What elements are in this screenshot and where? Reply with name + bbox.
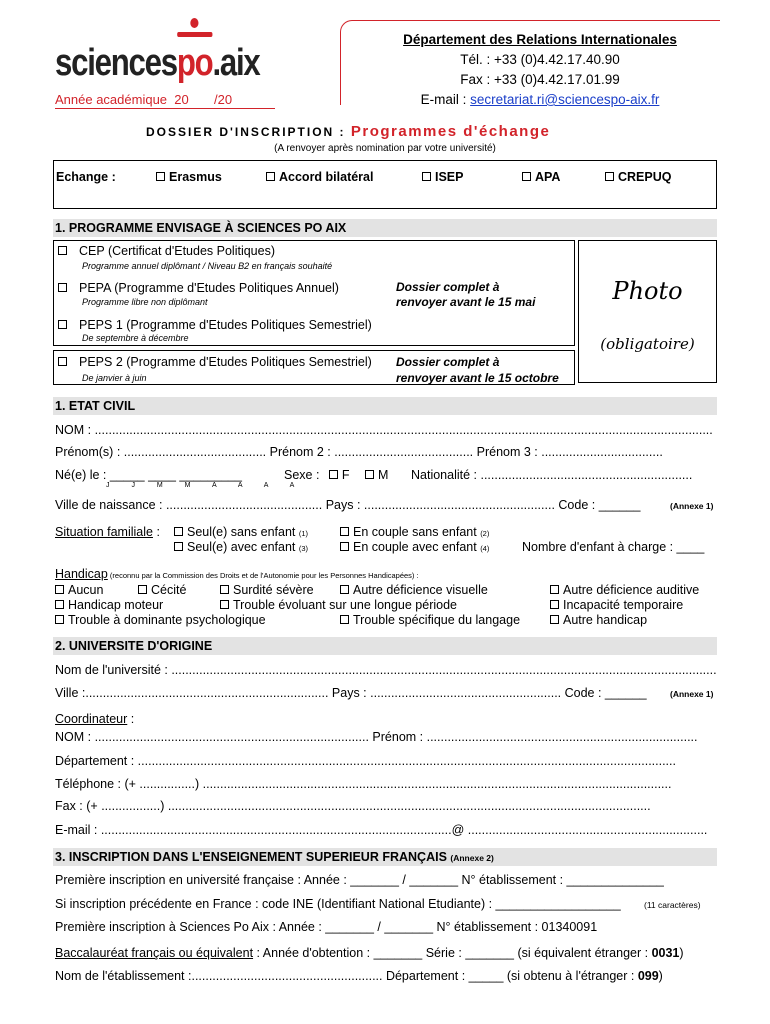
logo-aix-text: .aix	[212, 42, 260, 84]
deadline-2b: renvoyer avant le 15 octobre	[396, 371, 559, 385]
dept-title: Département des Relations Internationales	[403, 32, 677, 47]
checkbox[interactable]	[220, 600, 229, 609]
echange-bilateral[interactable]	[266, 170, 373, 184]
sit-seul-avec-code: (3)	[298, 544, 309, 553]
coordinateur-heading	[55, 712, 134, 726]
bac-label: Baccalauréat français ou équivalent	[55, 946, 254, 960]
programmes-label: Programmes d'échange	[350, 123, 551, 140]
echange-crepuq[interactable]	[605, 170, 671, 184]
echange-erasmus[interactable]	[156, 170, 222, 184]
inscription-title: 3. INSCRIPTION DANS L'ENSEIGNEMENT SUPERIEUR FRANÇAIS	[55, 850, 447, 864]
echange-apa-label: APA	[535, 170, 561, 184]
checkbox[interactable]	[365, 470, 374, 479]
prog-pepa[interactable]	[58, 281, 339, 295]
photo-obligatoire: (obligatoire)	[600, 335, 695, 353]
checkbox[interactable]	[422, 172, 431, 181]
nombre-enfants-field[interactable]: Nombre d'enfant à charge : ____	[522, 540, 705, 554]
nationalite-field[interactable]: Nationalité : .............................................................	[411, 468, 693, 482]
coordinateur-label: Coordinateur	[55, 712, 128, 726]
prog-peps2[interactable]	[58, 355, 372, 369]
sit-seul-sans-label: Seul(e) sans enfant	[187, 525, 296, 539]
annexe2-ref: (Annexe 2)	[450, 853, 494, 863]
situation-label	[55, 525, 160, 539]
code-ine-field[interactable]: Si inscription précédente en France : code INE (Identifiant National Etudiante) : __________________	[55, 897, 621, 911]
echange-isep-label: ISEP	[435, 170, 464, 184]
handicap-surdite-label: Surdité sévère	[233, 583, 314, 597]
handicap-temporaire-label: Incapacité temporaire	[563, 598, 684, 612]
contact-email-link[interactable]: secretariat.ri@sciencespo-aix.fr	[470, 92, 660, 107]
nom-field[interactable]: NOM : ..................................................................................................................................................................................	[55, 423, 713, 437]
premiere-inscription-spa[interactable]: Première inscription à Sciences Po Aix : Année : _______ / _______ N° établissement : 01340091	[55, 920, 598, 934]
checkbox[interactable]	[138, 585, 147, 594]
checkbox[interactable]	[340, 615, 349, 624]
departement-field[interactable]: Département : ...........................................................................................................................................................	[55, 754, 676, 768]
email-label: E-mail :	[420, 92, 471, 107]
section-etat-civil-header: 1. ETAT CIVIL	[53, 397, 717, 415]
deadline-1b: renvoyer avant le 15 mai	[396, 295, 536, 309]
checkbox[interactable]	[550, 585, 559, 594]
prog-cep[interactable]	[58, 244, 275, 258]
sciencespo-aix-logo	[55, 42, 260, 85]
contact-block	[380, 30, 700, 110]
baccalaureat-field[interactable]	[55, 946, 684, 960]
sit-couple-avec-code: (4)	[480, 544, 490, 553]
dossier-label: DOSSIER D'INSCRIPTION :	[146, 125, 351, 139]
logo-po-text	[177, 42, 213, 84]
ville-universite-field[interactable]: Ville :...................................................................... Pays : ....................................................... Code : ______	[55, 686, 647, 700]
handicap-label: Handicap	[55, 567, 108, 581]
sit-couple-sans[interactable]	[340, 525, 489, 539]
fax-field[interactable]: Fax : (+ .................) ...........................................................................................................................................	[55, 799, 651, 813]
date-hint: J J M M A A A A	[106, 482, 305, 489]
deadline-1a: Dossier complet à	[396, 280, 500, 294]
checkbox[interactable]	[156, 172, 165, 181]
handicap-aucun-label: Aucun	[68, 583, 104, 597]
logo-sciences-text: sciences	[55, 42, 177, 84]
telephone-field[interactable]: Téléphone : (+ ................) .......................................................................................................................................	[55, 777, 672, 791]
section-programme-header: 1. PROGRAMME ENVISAGE À SCIENCES PO AIX	[53, 219, 717, 237]
prog-pepa-label: PEPA (Programme d'Etudes Politiques Annuel)	[79, 281, 339, 295]
checkbox[interactable]	[58, 283, 67, 292]
checkbox[interactable]	[550, 615, 559, 624]
handicap-autre[interactable]	[550, 613, 647, 627]
form-title	[146, 123, 550, 140]
etab-label: Nom de l'établissement :....................................................... Département : _____ (si obtenu à l'étranger :	[55, 969, 638, 983]
sexe-label: Sexe :	[284, 468, 320, 482]
handicap-psycho[interactable]	[55, 613, 266, 627]
prog-cep-desc: Programme annuel diplômant / Niveau B2 en français souhaité	[82, 261, 333, 271]
annexe1-ref-2: (Annexe 1)	[670, 689, 714, 699]
handicap-temporaire[interactable]	[550, 598, 683, 612]
handicap-visuelle-label: Autre déficience visuelle	[353, 583, 488, 597]
handicap-note: (reconnu par la Commission des Droits et de l'Autonomie pour les Personnes Handicapées) :	[107, 571, 419, 580]
handicap-surdite[interactable]	[220, 583, 314, 597]
bac-rest: : Année d'obtention : _______ Série : _______ (si équivalent étranger :	[253, 946, 652, 960]
sit-couple-sans-code: (2)	[480, 529, 490, 538]
sit-couple-avec-label: En couple avec enfant	[353, 540, 477, 554]
premiere-inscription-univ[interactable]: Première inscription en université française : Année : _______ / _______ N° établissement : ______________	[55, 873, 664, 887]
checkbox[interactable]	[340, 542, 349, 551]
handicap-langage-label: Trouble spécifique du langage	[353, 613, 521, 627]
checkbox[interactable]	[58, 246, 67, 255]
echange-crepuq-label: CREPUQ	[618, 170, 672, 184]
sit-seul-sans[interactable]	[174, 525, 308, 539]
date-naissance-field[interactable]: Né(e) le : _____ ____ _________	[55, 468, 242, 482]
handicap-auditive-label: Autre déficience auditive	[563, 583, 700, 597]
prog-pepa-desc: Programme libre non diplômant	[82, 297, 208, 307]
photo-label: Photo	[612, 277, 683, 305]
checkbox[interactable]	[55, 600, 64, 609]
bac-code: 0031	[651, 946, 680, 960]
echange-bilateral-label: Accord bilatéral	[279, 170, 374, 184]
ine-chars-note: (11 caractères)	[644, 900, 701, 910]
sexe-f[interactable]	[329, 468, 350, 482]
sexe-m[interactable]	[365, 468, 388, 482]
situation-sep: :	[152, 525, 160, 539]
checkbox[interactable]	[58, 357, 67, 366]
handicap-visuelle[interactable]	[340, 583, 488, 597]
sit-couple-sans-label: En couple sans enfant	[353, 525, 477, 539]
checkbox[interactable]	[605, 172, 614, 181]
renvoi-note: (A renvoyer après nomination par votre université)	[274, 143, 496, 154]
prog-peps1[interactable]	[58, 318, 372, 332]
echange-box	[53, 160, 717, 209]
annee-academique: Année académique 20 /20	[55, 92, 275, 109]
nom-universite-field[interactable]: Nom de l'université : .............................................................................................................................................................	[55, 663, 717, 677]
sit-seul-sans-code: (1)	[298, 529, 309, 538]
sit-seul-avec-label: Seul(e) avec enfant	[187, 540, 296, 554]
prog-cep-label: CEP (Certificat d'Etudes Politiques)	[79, 244, 275, 258]
contact-email-row	[380, 90, 700, 110]
handicap-moteur-label: Handicap moteur	[68, 598, 164, 612]
checkbox[interactable]	[55, 585, 64, 594]
checkbox[interactable]	[174, 542, 183, 551]
echange-label: Echange :	[56, 170, 116, 184]
handicap-evoluant[interactable]	[220, 598, 457, 612]
coordinateur-sep: :	[127, 712, 135, 726]
ville-naissance-field[interactable]: Ville de naissance : ............................................. Pays : ....................................................... Code : ______	[55, 498, 641, 512]
etablissement-field[interactable]	[55, 969, 663, 983]
nom-coordinateur-field[interactable]: NOM : ............................................................................... Prénom : ..............................................................................	[55, 730, 698, 744]
handicap-cecite-label: Cécité	[151, 583, 187, 597]
prog-peps2-desc: De janvier à juin	[82, 373, 147, 383]
checkbox[interactable]	[58, 320, 67, 329]
handicap-moteur[interactable]	[55, 598, 163, 612]
handicap-auditive[interactable]	[550, 583, 699, 597]
checkbox[interactable]	[220, 585, 229, 594]
section-inscription-header	[53, 848, 717, 866]
sexe-m-label: M	[378, 468, 389, 482]
bac-close: )	[679, 946, 684, 960]
handicap-langage[interactable]	[340, 613, 520, 627]
checkbox[interactable]	[329, 470, 338, 479]
checkbox[interactable]	[340, 585, 349, 594]
annexe1-ref: (Annexe 1)	[670, 501, 714, 511]
contact-tel: Tél. : +33 (0)4.42.17.40.90	[460, 52, 620, 67]
photo-box[interactable]	[578, 240, 717, 383]
handicap-autre-label: Autre handicap	[563, 613, 648, 627]
sit-seul-avec[interactable]	[174, 540, 308, 554]
prog-peps1-label: PEPS 1 (Programme d'Etudes Politiques Semestriel)	[79, 318, 372, 332]
sit-couple-avec[interactable]	[340, 540, 489, 554]
sexe-f-label: F	[341, 468, 350, 482]
handicap-evoluant-label: Trouble évoluant sur une longue période	[233, 598, 457, 612]
prog-peps1-desc: De septembre à décembre	[82, 333, 189, 343]
handicap-heading	[55, 567, 419, 581]
checkbox[interactable]	[550, 600, 559, 609]
handicap-aucun[interactable]	[55, 583, 103, 597]
echange-apa[interactable]	[522, 170, 560, 184]
checkbox[interactable]	[174, 527, 183, 536]
checkbox[interactable]	[340, 527, 349, 536]
checkbox[interactable]	[55, 615, 64, 624]
echange-erasmus-label: Erasmus	[169, 170, 222, 184]
situation-label-text: Situation familiale	[55, 525, 153, 539]
handicap-psycho-label: Trouble à dominante psychologique	[68, 613, 266, 627]
email-field[interactable]: E-mail : .....................................................................................................@ .....................................................................	[55, 823, 708, 837]
contact-fax: Fax : +33 (0)4.42.17.01.99	[460, 72, 620, 87]
section-universite-header: 2. UNIVERSITE D'ORIGINE	[53, 637, 717, 655]
etab-code: 099	[637, 969, 659, 983]
checkbox[interactable]	[266, 172, 275, 181]
echange-isep[interactable]	[422, 170, 464, 184]
handicap-cecite[interactable]	[138, 583, 186, 597]
prenoms-field[interactable]: Prénom(s) : ......................................... Prénom 2 : ........................................ Prénom 3 : ...................................	[55, 445, 663, 459]
checkbox[interactable]	[522, 172, 531, 181]
deadline-2a: Dossier complet à	[396, 355, 500, 369]
sexe-group	[284, 468, 388, 482]
etab-close: )	[658, 969, 663, 983]
logo-po-label: po	[176, 42, 213, 84]
prog-peps2-label: PEPS 2 (Programme d'Etudes Politiques Semestriel)	[79, 355, 372, 369]
